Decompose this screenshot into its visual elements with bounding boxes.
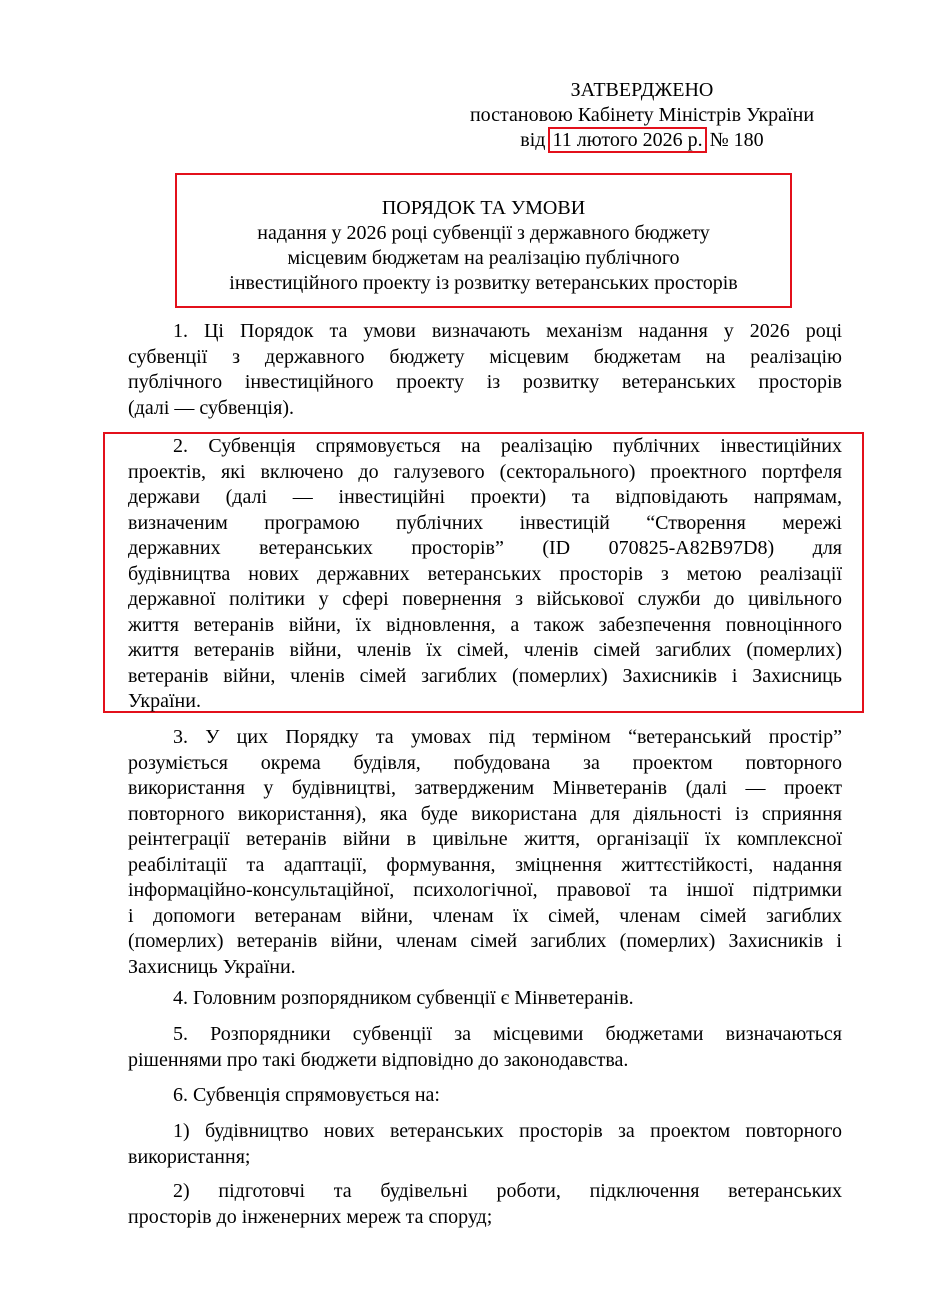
paragraph-line: повторного використання), яка буде використана для діяльності із сприяння <box>128 802 842 825</box>
paragraph-line: життя ветеранів війни, членів їх сімей, членів сімей загиблих (померлих) <box>128 639 842 661</box>
title-line-4: інвестиційного проекту із розвитку ветеранських просторів <box>229 272 738 294</box>
paragraph-line: ветеранів війни, членів сімей загиблих (померлих) Захисників і Захисниць <box>128 664 842 687</box>
paragraph-5 <box>128 1022 842 1073</box>
paragraph-line: визначеним програмою публічних інвестицій “Створення мережі <box>128 511 842 534</box>
paragraph-line: публічного інвестиційного проекту із розвитку ветеранських просторів <box>128 371 842 393</box>
paragraph-line: Захисниць України. <box>128 955 296 978</box>
paragraph-line: 6. Субвенція спрямовується на: <box>173 1084 440 1106</box>
paragraph-line: (померлих) ветеранів війни, членам сімей загиблих (померлих) Захисників і <box>128 930 842 952</box>
paragraph-6 <box>128 1083 842 1109</box>
approval-block <box>452 78 832 153</box>
paragraph-line: і допомоги ветеранам війни, членам їх сімей, членам сімей загиблих <box>128 904 842 927</box>
paragraph-line: 5. Розпорядники субвенції за місцевими бюджетами визначаються <box>173 1023 842 1045</box>
paragraph-line: розуміється окрема будівля, побудована за проектом повторного <box>128 751 842 774</box>
paragraph-line: 1. Ці Порядок та умови визначають механізм надання у 2026 році <box>173 320 842 342</box>
paragraph-3 <box>128 725 842 980</box>
paragraph-6-item-1 <box>128 1119 842 1170</box>
paragraph-6-item-2 <box>128 1179 842 1230</box>
paragraph-line: України. <box>128 690 201 712</box>
paragraph-1 <box>128 319 842 421</box>
paragraph-line: (далі — субвенція). <box>128 396 294 419</box>
paragraph-line: 1) будівництво нових ветеранських просторів за проектом повторного <box>173 1120 842 1142</box>
paragraph-2 <box>128 434 842 715</box>
approval-date-line <box>452 128 832 153</box>
paragraph-line: інформаційно-консультаційної, психологічної, правової та іншої підтримки <box>128 879 842 901</box>
approval-number: № 180 <box>709 129 764 151</box>
title-heading: ПОРЯДОК ТА УМОВИ <box>381 197 586 219</box>
paragraph-line: 2. Субвенція спрямовується на реалізацію публічних інвестиційних <box>173 435 842 457</box>
paragraph-line: 3. У цих Порядку та умовах під терміном “ветеранський простір” <box>173 726 842 748</box>
paragraph-line: використання у будівництві, затвердженим Мінветеранів (далі — проект <box>128 777 842 799</box>
title-line-3: місцевим бюджетам на реалізацію публічного <box>287 247 680 269</box>
title-line-2: надання у 2026 році субвенції з державного бюджету <box>257 222 710 244</box>
approval-title: ЗАТВЕРДЖЕНО <box>570 79 714 101</box>
paragraph-line: рішеннями про такі бюджети відповідно до законодавства. <box>128 1048 629 1071</box>
paragraph-line: просторів до інженерних мереж та споруд; <box>128 1205 493 1228</box>
paragraph-4 <box>128 986 842 1012</box>
paragraph-line: використання; <box>128 1145 251 1168</box>
paragraph-line: реабілітації та адаптації, формування, зміцнення життєстійкості, надання <box>128 853 842 876</box>
paragraph-line: проектів, які включено до галузевого (секторального) проектного портфеля <box>128 460 842 483</box>
paragraph-line: 2) підготовчі та будівельні роботи, підключення ветеранських <box>173 1180 842 1202</box>
approval-date-highlighted: 11 лютого 2026 р. <box>548 127 706 153</box>
paragraph-line: 4. Головним розпорядником субвенції є Мінветеранів. <box>173 987 634 1009</box>
paragraph-line: реінтеграції ветеранів війни в цивільне життя, організації їх комплексної <box>128 828 842 850</box>
paragraph-line: державних ветеранських просторів” (ID 070825-A82B97D8) для <box>128 537 842 559</box>
paragraph-line: держави (далі — інвестиційні проекти) та відповідають напрямам, <box>128 486 842 508</box>
paragraph-line: життя ветеранів війни, їх відновлення, а також забезпечення повноцінного <box>128 613 842 636</box>
paragraph-line: субвенції з державного бюджету місцевим бюджетам на реалізацію <box>128 345 842 368</box>
paragraph-line: державної політики у сфері повернення з військової служби до цивільного <box>128 588 842 610</box>
approval-date-prefix: від <box>520 129 546 151</box>
document-title <box>175 196 792 296</box>
paragraph-line: будівництва нових державних ветеранських просторів з метою реалізації <box>128 562 842 585</box>
approval-resolution: постановою Кабінету Міністрів України <box>469 104 815 126</box>
